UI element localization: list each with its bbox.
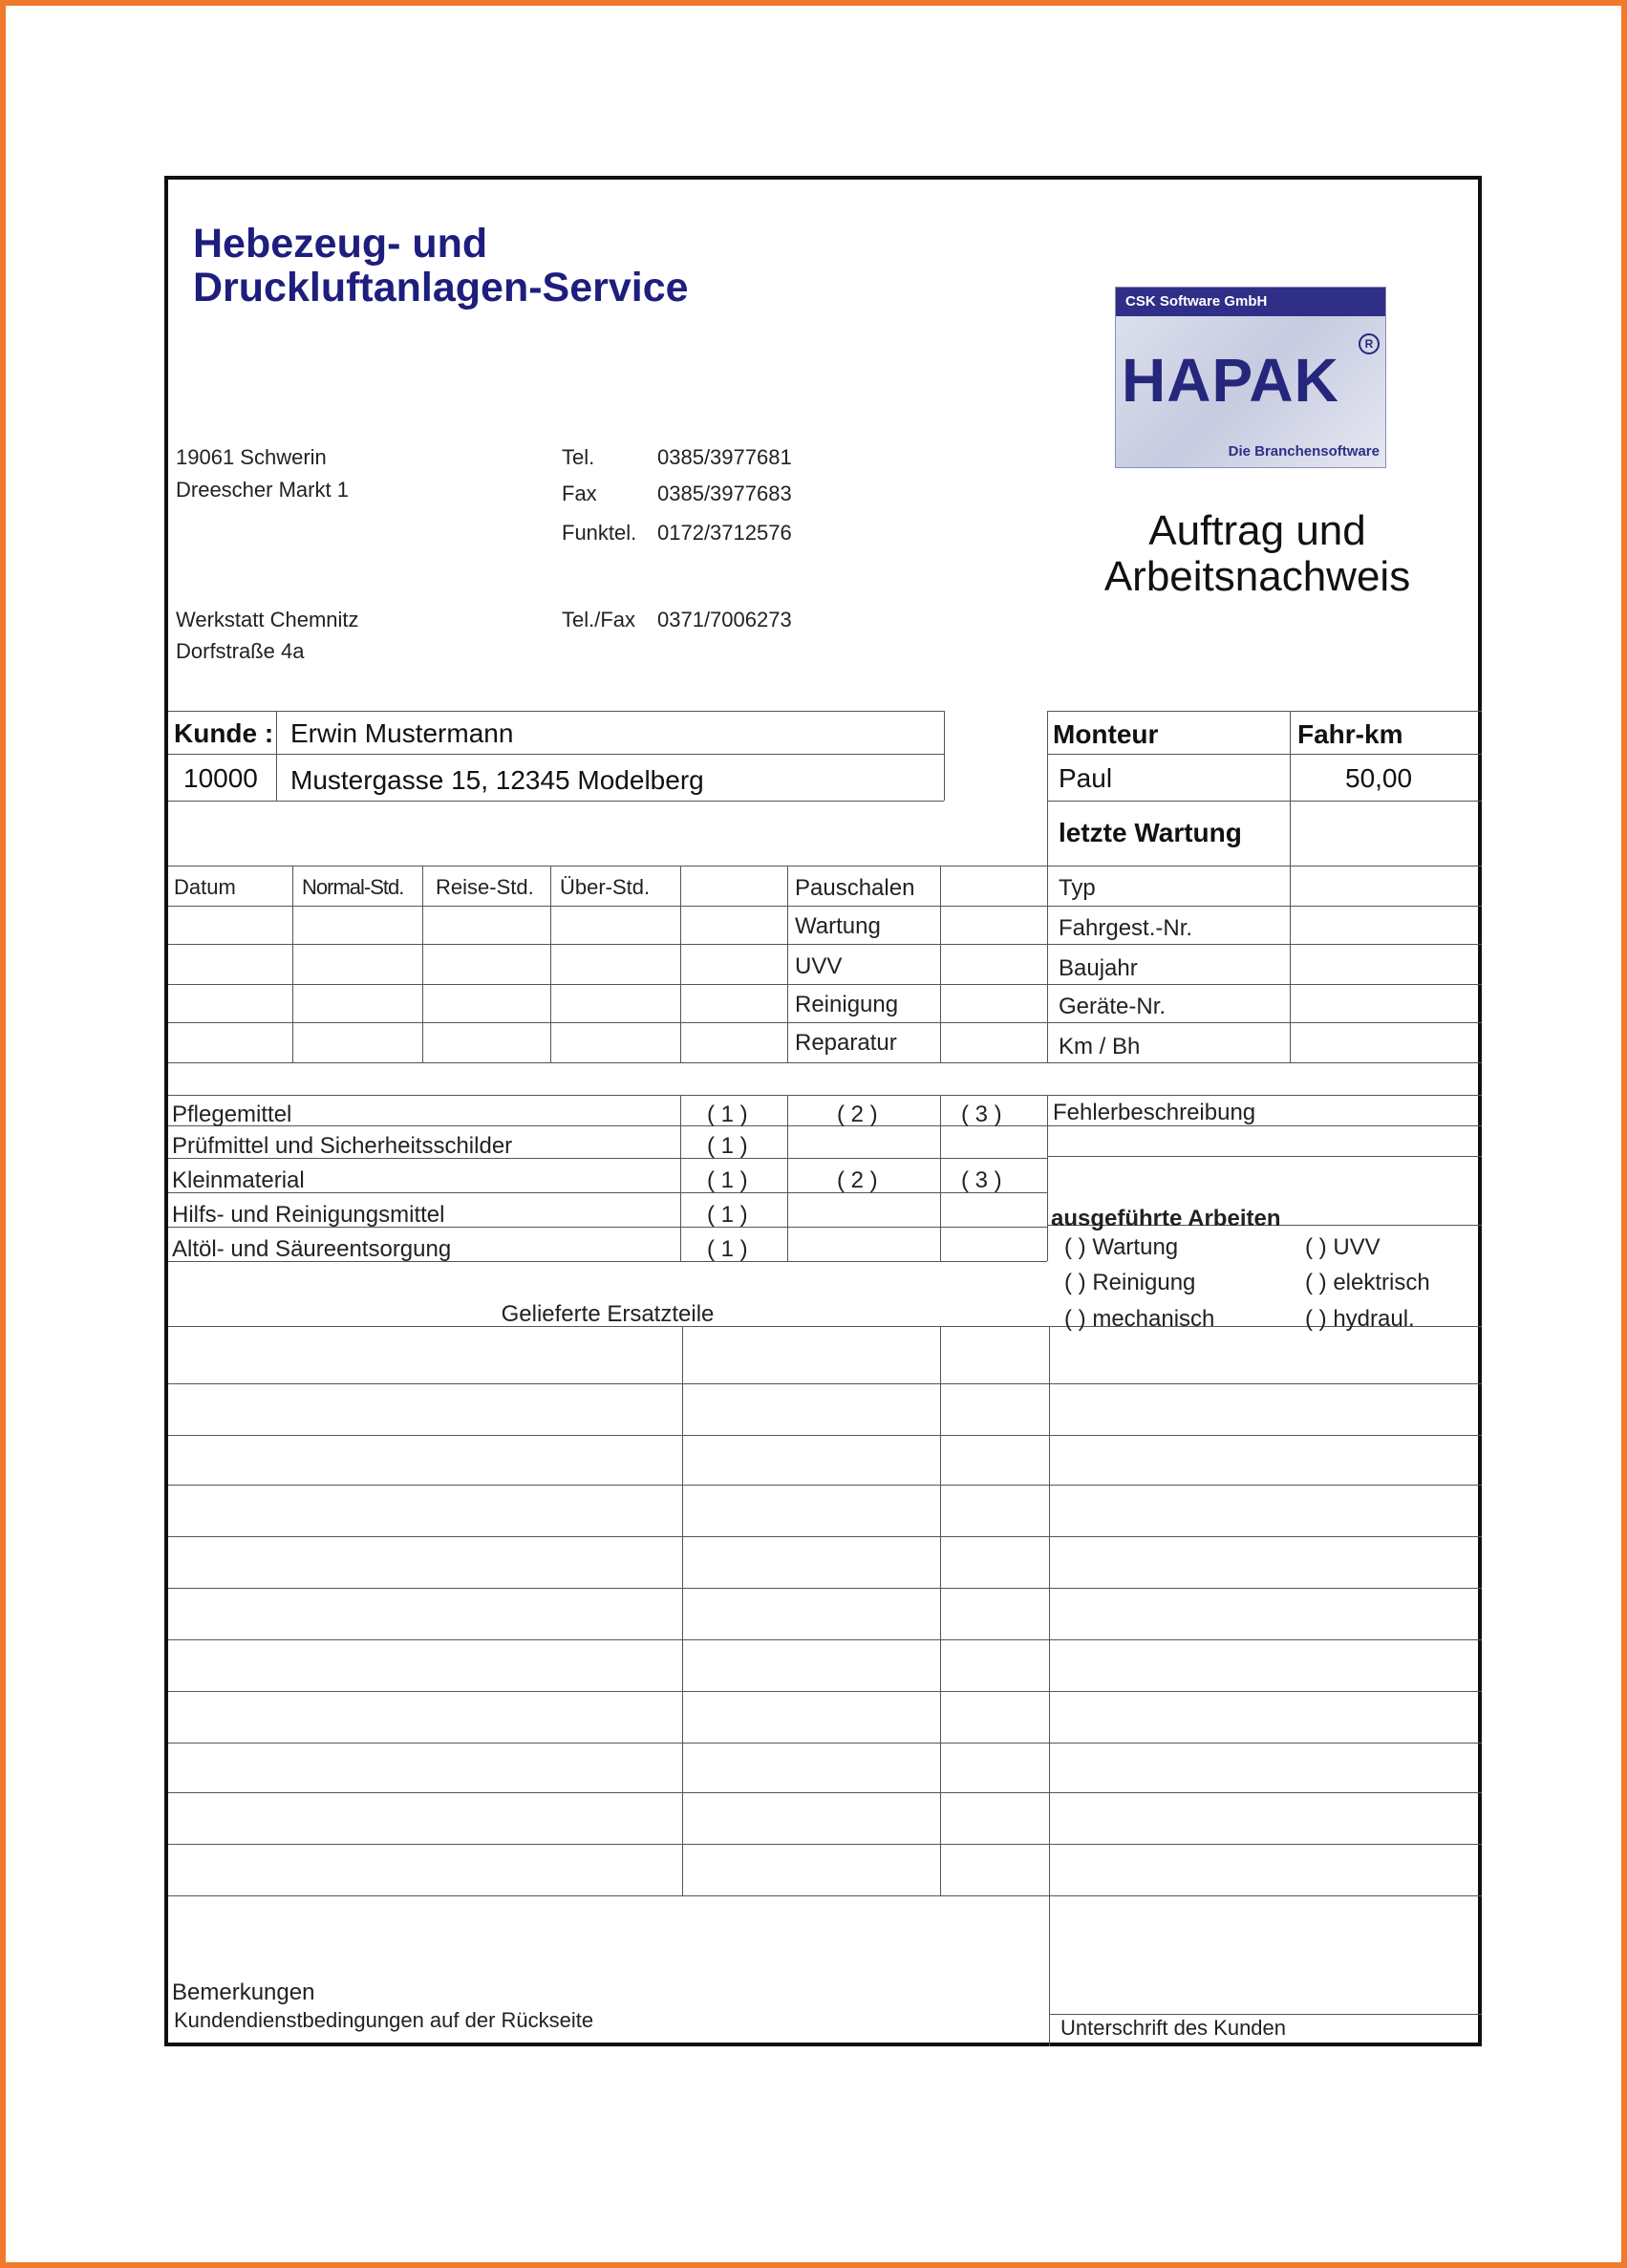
table-rule bbox=[1047, 711, 1048, 866]
monteur-label: Monteur bbox=[1053, 719, 1159, 749]
company-name-line2: Druckluftanlagen-Service bbox=[193, 265, 689, 310]
customer-address: Mustergasse 15, 12345 Modelberg bbox=[290, 765, 704, 795]
table-rule bbox=[168, 1062, 1482, 1063]
table-rule bbox=[940, 1326, 941, 1895]
material-option-1: ( 1 ) bbox=[707, 1102, 748, 1127]
customer-label: Kunde : bbox=[174, 718, 274, 748]
table-rule bbox=[168, 754, 944, 755]
table-rule bbox=[787, 866, 788, 1062]
telfax-value: 0371/7006273 bbox=[657, 608, 792, 631]
hapak-logo bbox=[1115, 287, 1386, 468]
table-rule bbox=[168, 1792, 1482, 1793]
material-option-3: ( 3 ) bbox=[961, 1102, 1002, 1127]
table-rule bbox=[168, 1536, 1482, 1537]
table-rule bbox=[168, 1639, 1482, 1640]
col-normal-std: Normal-Std. bbox=[302, 875, 404, 899]
remarks-label: Bemerkungen bbox=[172, 1979, 315, 2005]
table-rule bbox=[1047, 866, 1048, 1062]
work-check-reinigung[interactable]: ( ) Reinigung bbox=[1064, 1270, 1196, 1295]
device-km-bh: Km / Bh bbox=[1059, 1034, 1141, 1059]
device-no: Geräte-Nr. bbox=[1059, 994, 1167, 1019]
material-hilfsmittel: Hilfs- und Reinigungsmittel bbox=[172, 1202, 445, 1228]
table-rule bbox=[276, 711, 277, 801]
fahr-km-label: Fahr-km bbox=[1297, 719, 1403, 749]
table-rule bbox=[940, 866, 941, 1062]
branch-name: Werkstatt Chemnitz bbox=[176, 608, 359, 631]
table-rule bbox=[940, 1095, 941, 1261]
table-rule bbox=[168, 1485, 1482, 1486]
service-order-form bbox=[164, 176, 1482, 2046]
table-rule bbox=[1047, 1095, 1048, 1261]
mobile-value: 0172/3712576 bbox=[657, 521, 792, 545]
material-option-2: ( 2 ) bbox=[837, 1102, 878, 1127]
monteur-name: Paul bbox=[1059, 763, 1113, 793]
table-rule bbox=[787, 1095, 788, 1261]
table-rule bbox=[1047, 754, 1482, 755]
logo-tagline: Die Branchensoftware bbox=[1228, 443, 1380, 460]
table-rule bbox=[1047, 1156, 1482, 1157]
material-option-3: ( 3 ) bbox=[961, 1167, 1002, 1193]
table-rule bbox=[422, 866, 423, 1062]
table-rule bbox=[168, 711, 944, 712]
work-check-wartung[interactable]: ( ) Wartung bbox=[1064, 1234, 1179, 1260]
table-rule bbox=[682, 1326, 683, 1895]
table-rule bbox=[1290, 711, 1291, 866]
material-pflegemittel: Pflegemittel bbox=[172, 1102, 292, 1127]
table-rule bbox=[1049, 1326, 1050, 2046]
table-rule bbox=[168, 1022, 1482, 1023]
table-rule bbox=[168, 1588, 1482, 1589]
material-option-1: ( 1 ) bbox=[707, 1236, 748, 1262]
table-rule bbox=[168, 944, 1482, 945]
table-rule bbox=[168, 1125, 1482, 1126]
table-rule bbox=[550, 866, 551, 1062]
table-rule bbox=[168, 1844, 1482, 1845]
logo-wordmark: HAPAK bbox=[1122, 346, 1339, 415]
table-rule bbox=[1049, 2014, 1482, 2015]
pauschale-reparatur: Reparatur bbox=[795, 1030, 897, 1056]
table-rule bbox=[168, 801, 944, 802]
device-typ: Typ bbox=[1059, 875, 1096, 901]
mobile-label: Funktel. bbox=[562, 521, 637, 545]
fax-value: 0385/3977683 bbox=[657, 481, 792, 505]
telfax-label: Tel./Fax bbox=[562, 608, 636, 631]
table-rule bbox=[168, 1435, 1482, 1436]
device-year: Baujahr bbox=[1059, 955, 1138, 981]
customer-signature-label: Unterschrift des Kunden bbox=[1060, 2016, 1287, 2040]
table-rule bbox=[168, 1691, 1482, 1692]
col-ueber-std: Über-Std. bbox=[560, 875, 651, 899]
fault-description-label: Fehlerbeschreibung bbox=[1053, 1100, 1256, 1125]
table-rule bbox=[168, 1383, 1482, 1384]
material-kleinmaterial: Kleinmaterial bbox=[172, 1167, 305, 1193]
branch-street: Dorfstraße 4a bbox=[176, 639, 305, 663]
col-reise-std: Reise-Std. bbox=[436, 875, 534, 899]
address-city: 19061 Schwerin bbox=[176, 445, 327, 469]
pauschale-uvv: UVV bbox=[795, 953, 843, 979]
material-option-2: ( 2 ) bbox=[837, 1167, 878, 1193]
logo-company: CSK Software GmbH bbox=[1116, 288, 1385, 316]
device-chassis-no: Fahrgest.-Nr. bbox=[1059, 915, 1193, 941]
form-title-line2: Arbeitsnachweis bbox=[1103, 553, 1411, 600]
registered-mark-icon: R bbox=[1359, 333, 1380, 354]
material-option-1: ( 1 ) bbox=[707, 1202, 748, 1228]
table-rule bbox=[680, 1095, 681, 1261]
table-rule bbox=[168, 984, 1482, 985]
tel-label: Tel. bbox=[562, 445, 595, 469]
table-rule bbox=[168, 1743, 1482, 1744]
table-rule bbox=[168, 906, 1482, 907]
parts-label: Gelieferte Ersatzteile bbox=[501, 1301, 715, 1327]
material-pruefmittel: Prüfmittel und Sicherheitsschilder bbox=[172, 1133, 513, 1159]
table-rule bbox=[944, 711, 945, 801]
work-check-hydraul[interactable]: ( ) hydraul. bbox=[1305, 1306, 1415, 1332]
form-title-line1: Auftrag und bbox=[1148, 507, 1366, 554]
fax-label: Fax bbox=[562, 481, 597, 505]
table-rule bbox=[168, 1895, 1482, 1896]
table-rule bbox=[1290, 866, 1291, 1062]
terms-note: Kundendienstbedingungen auf der Rückseite bbox=[174, 2008, 594, 2032]
table-rule bbox=[1047, 801, 1482, 802]
material-option-1: ( 1 ) bbox=[707, 1167, 748, 1193]
table-rule bbox=[292, 866, 293, 1062]
last-service-label: letzte Wartung bbox=[1059, 818, 1242, 847]
work-check-elektrisch[interactable]: ( ) elektrisch bbox=[1305, 1270, 1430, 1295]
work-check-uvv[interactable]: ( ) UVV bbox=[1305, 1234, 1381, 1260]
table-rule bbox=[168, 1095, 1482, 1096]
material-altoel: Altöl- und Säureentsorgung bbox=[172, 1236, 452, 1262]
customer-name: Erwin Mustermann bbox=[290, 718, 514, 748]
table-rule bbox=[168, 866, 1482, 867]
work-done-label: ausgeführte Arbeiten bbox=[1051, 1206, 1281, 1231]
work-check-mechanisch[interactable]: ( ) mechanisch bbox=[1064, 1306, 1215, 1332]
table-rule bbox=[1047, 711, 1482, 712]
table-rule bbox=[680, 866, 681, 1062]
pauschale-reinigung: Reinigung bbox=[795, 992, 899, 1017]
customer-number: 10000 bbox=[183, 763, 258, 793]
fahr-km-value: 50,00 bbox=[1345, 763, 1413, 793]
tel-value: 0385/3977681 bbox=[657, 445, 792, 469]
company-name-line1: Hebezeug- und bbox=[193, 221, 488, 267]
pauschalen-header: Pauschalen bbox=[795, 875, 915, 901]
address-street: Dreescher Markt 1 bbox=[176, 478, 349, 502]
pauschale-wartung: Wartung bbox=[795, 913, 881, 939]
material-option-1: ( 1 ) bbox=[707, 1133, 748, 1159]
col-datum: Datum bbox=[174, 875, 236, 899]
